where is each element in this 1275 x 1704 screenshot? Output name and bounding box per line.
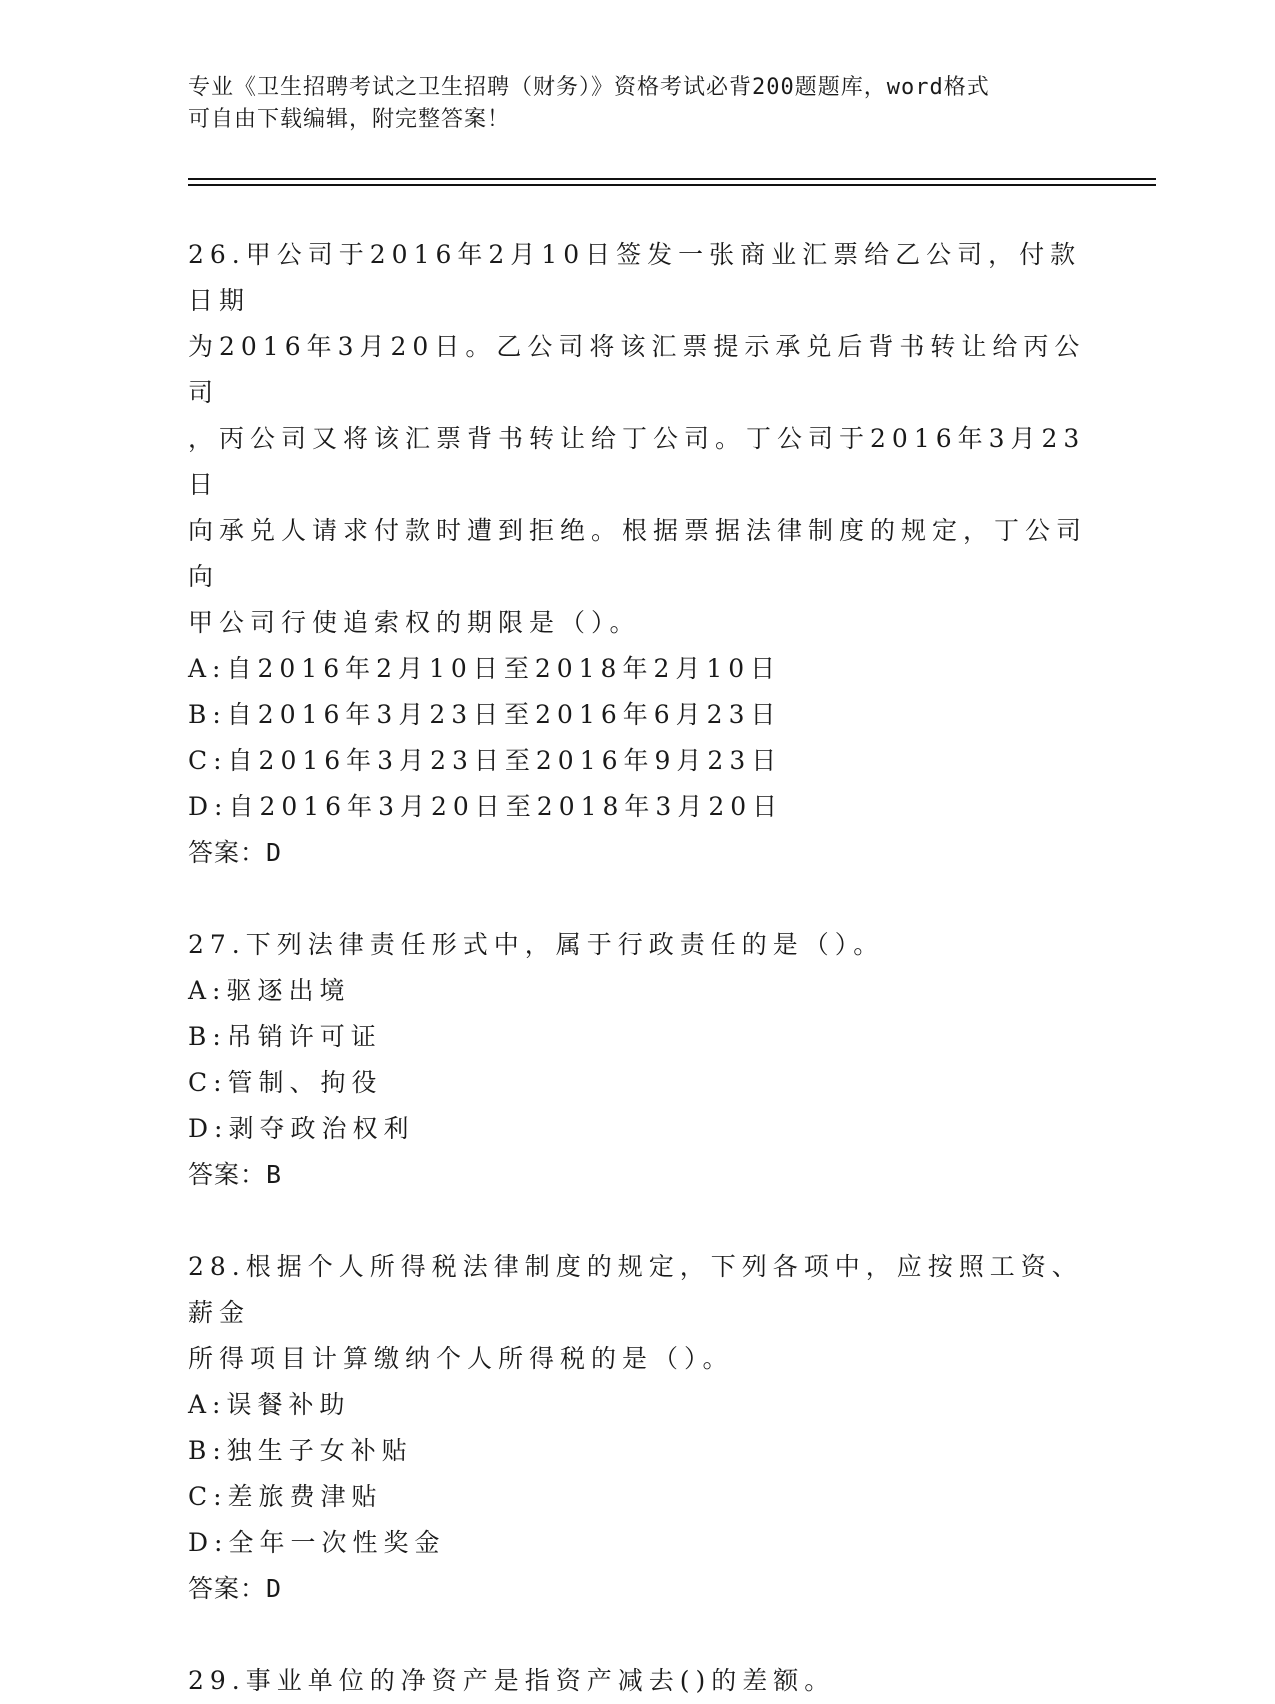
answer: 答案：B bbox=[188, 1160, 283, 1189]
option-d: D:剥夺政治权利 bbox=[188, 1114, 415, 1143]
question-text-line: 所得项目计算缴纳个人所得税的是（）。 bbox=[188, 1344, 734, 1373]
question-list bbox=[188, 232, 1088, 1704]
question-text-line: 26.甲公司于2016年2月10日签发一张商业汇票给乙公司，付款日期 bbox=[188, 240, 1082, 315]
question-27 bbox=[188, 922, 1088, 1198]
option-b: B:吊销许可证 bbox=[188, 1022, 382, 1051]
option-a: A:驱逐出境 bbox=[188, 976, 351, 1005]
option-c: C:差旅费津贴 bbox=[188, 1482, 383, 1511]
option-d: D:自2016年3月20日至2018年3月20日 bbox=[188, 792, 784, 821]
option-d: D:全年一次性奖金 bbox=[188, 1528, 446, 1557]
document-header bbox=[188, 72, 1088, 136]
answer: 答案：D bbox=[188, 838, 283, 867]
option-c: C:管制、拘役 bbox=[188, 1068, 383, 1097]
question-text-line: 29.事业单位的净资产是指资产减去()的差额。 bbox=[188, 1666, 836, 1695]
header-line-2: 可自由下载编辑，附完整答案！ bbox=[188, 107, 511, 132]
question-text-line: 28.根据个人所得税法律制度的规定，下列各项中，应按照工资、薪金 bbox=[188, 1252, 1083, 1327]
question-text-line: 向承兑人请求付款时遭到拒绝。根据票据法律制度的规定，丁公司向 bbox=[188, 516, 1088, 591]
option-c: C:自2016年3月23日至2016年9月23日 bbox=[188, 746, 783, 775]
option-b: B:独生子女补贴 bbox=[188, 1436, 413, 1465]
question-text-line: 甲公司行使追索权的期限是（）。 bbox=[188, 608, 641, 637]
option-b: B:自2016年3月23日至2016年6月23日 bbox=[188, 700, 782, 729]
question-26 bbox=[188, 232, 1088, 876]
option-a: A:误餐补助 bbox=[188, 1390, 351, 1419]
question-29 bbox=[188, 1658, 1088, 1704]
answer: 答案：D bbox=[188, 1574, 283, 1603]
option-a: A:自2016年2月10日至2018年2月10日 bbox=[188, 654, 782, 683]
question-text-line: 27.下列法律责任形式中，属于行政责任的是（）。 bbox=[188, 930, 885, 959]
question-28 bbox=[188, 1244, 1088, 1612]
question-text-line: ，丙公司又将该汇票背书转让给丁公司。丁公司于2016年3月23日 bbox=[188, 424, 1086, 499]
header-line-1: 专业《卫生招聘考试之卫生招聘（财务）》资格考试必背200题题库，word格式 bbox=[188, 75, 990, 100]
header-rule-bottom bbox=[188, 184, 1156, 186]
question-text-line: 为2016年3月20日。乙公司将该汇票提示承兑后背书转让给丙公司 bbox=[188, 332, 1086, 407]
header-rule-top bbox=[188, 178, 1156, 180]
